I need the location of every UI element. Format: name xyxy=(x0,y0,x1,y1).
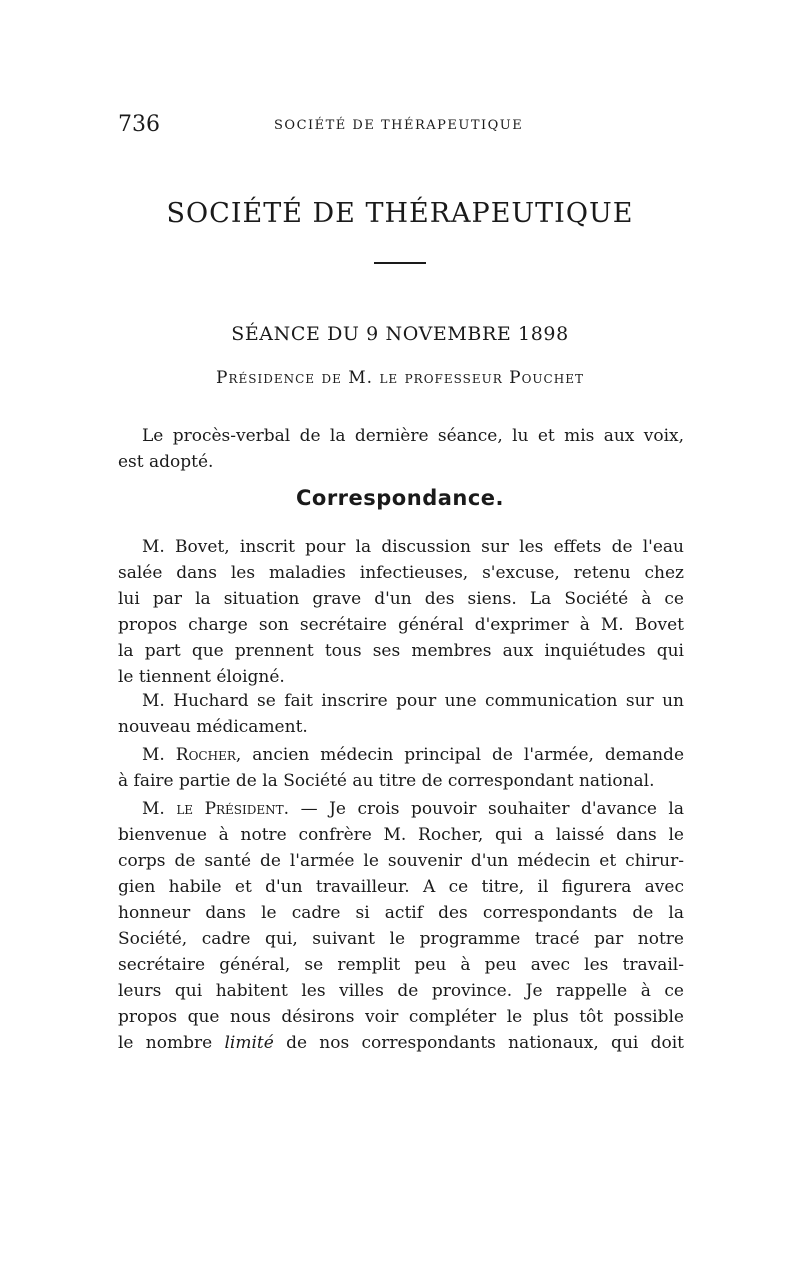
text-line: bienvenue à notre confrère M. Rocher, qui a laissé dans le xyxy=(118,825,684,845)
text-line: M. Bovet, inscrit pour la discussion sur les effets de l'eau xyxy=(142,537,684,557)
title-rule xyxy=(374,262,426,264)
text-line: secrétaire général, se remplit peu à peu avec les travail- xyxy=(118,955,684,975)
paragraph-president xyxy=(118,796,684,1056)
page-title: SOCIÉTÉ DE THÉRAPEUTIQUE xyxy=(166,198,634,229)
text-fragment: de nos correspondants nationaux, qui doit xyxy=(273,1033,684,1053)
text-line: salée dans les maladies infectieuses, s'excuse, retenu chez xyxy=(118,563,684,583)
text-line: à faire partie de la Société au titre de correspondant national. xyxy=(118,771,655,791)
speaker-name: le Président xyxy=(176,799,284,819)
text-line: Le procès-verbal de la dernière séance, lu et mis aux voix, xyxy=(142,426,684,446)
text-line: propos charge son secrétaire général d'exprimer à M. Bovet xyxy=(118,615,684,635)
text-line: lui par la situation grave d'un des siens. La Société à ce xyxy=(118,589,684,609)
text-line: leurs qui habitent les villes de province. Je rappelle à ce xyxy=(118,981,684,1001)
text-line: le tiennent éloigné. xyxy=(118,667,285,687)
running-title: SOCIÉTÉ DE THÉRAPEUTIQUE xyxy=(274,118,524,133)
running-head xyxy=(118,112,684,142)
paragraph-bovet xyxy=(118,534,684,690)
text-line: propos que nous désirons voir compléter le plus tôt possible xyxy=(118,1007,684,1027)
text-fragment: le nombre xyxy=(118,1033,225,1053)
seance-heading: SÉANCE DU 9 NOVEMBRE 1898 xyxy=(231,323,569,345)
page-number: 736 xyxy=(118,112,160,137)
name-rocher: Rocher xyxy=(175,745,236,765)
text-line: gien habile et d'un travailleur. A ce titre, il figurera avec xyxy=(118,877,684,897)
text-line: honneur dans le cadre si actif des correspondants de la xyxy=(118,903,684,923)
text-line: la part que prennent tous ses membres aux inquiétudes qui xyxy=(118,641,684,661)
presidence-line: Présidence de M. le professeur Pouchet xyxy=(216,368,584,388)
text-line: M. Rocher, ancien médecin principal de l'armée, demande xyxy=(142,745,685,765)
paragraph-rocher xyxy=(118,742,684,794)
text-line xyxy=(118,1030,684,1056)
text-line: Société, cadre qui, suivant le programme tracé par notre xyxy=(118,929,684,949)
text-line: M. Huchard se fait inscrire pour une communication sur un xyxy=(142,691,684,711)
intro-paragraph xyxy=(118,423,684,475)
text-line: nouveau médicament. xyxy=(118,717,308,737)
text-line: est adopté. xyxy=(118,452,214,472)
text-line: M. le Président. — Je crois pouvoir souhaiter d'avance la xyxy=(142,799,684,819)
text-line: corps de santé de l'armée le souvenir d'un médecin et chirur- xyxy=(118,851,684,871)
section-heading: Correspondance. xyxy=(295,486,505,510)
text-fragment: . — Je crois pouvoir souhaiter d'avance la xyxy=(283,799,684,819)
emphasis-limite: limité xyxy=(224,1033,274,1053)
paragraph-huchard xyxy=(118,688,684,740)
text-fragment: , ancien médecin principal de l'armée, demande xyxy=(235,745,685,765)
